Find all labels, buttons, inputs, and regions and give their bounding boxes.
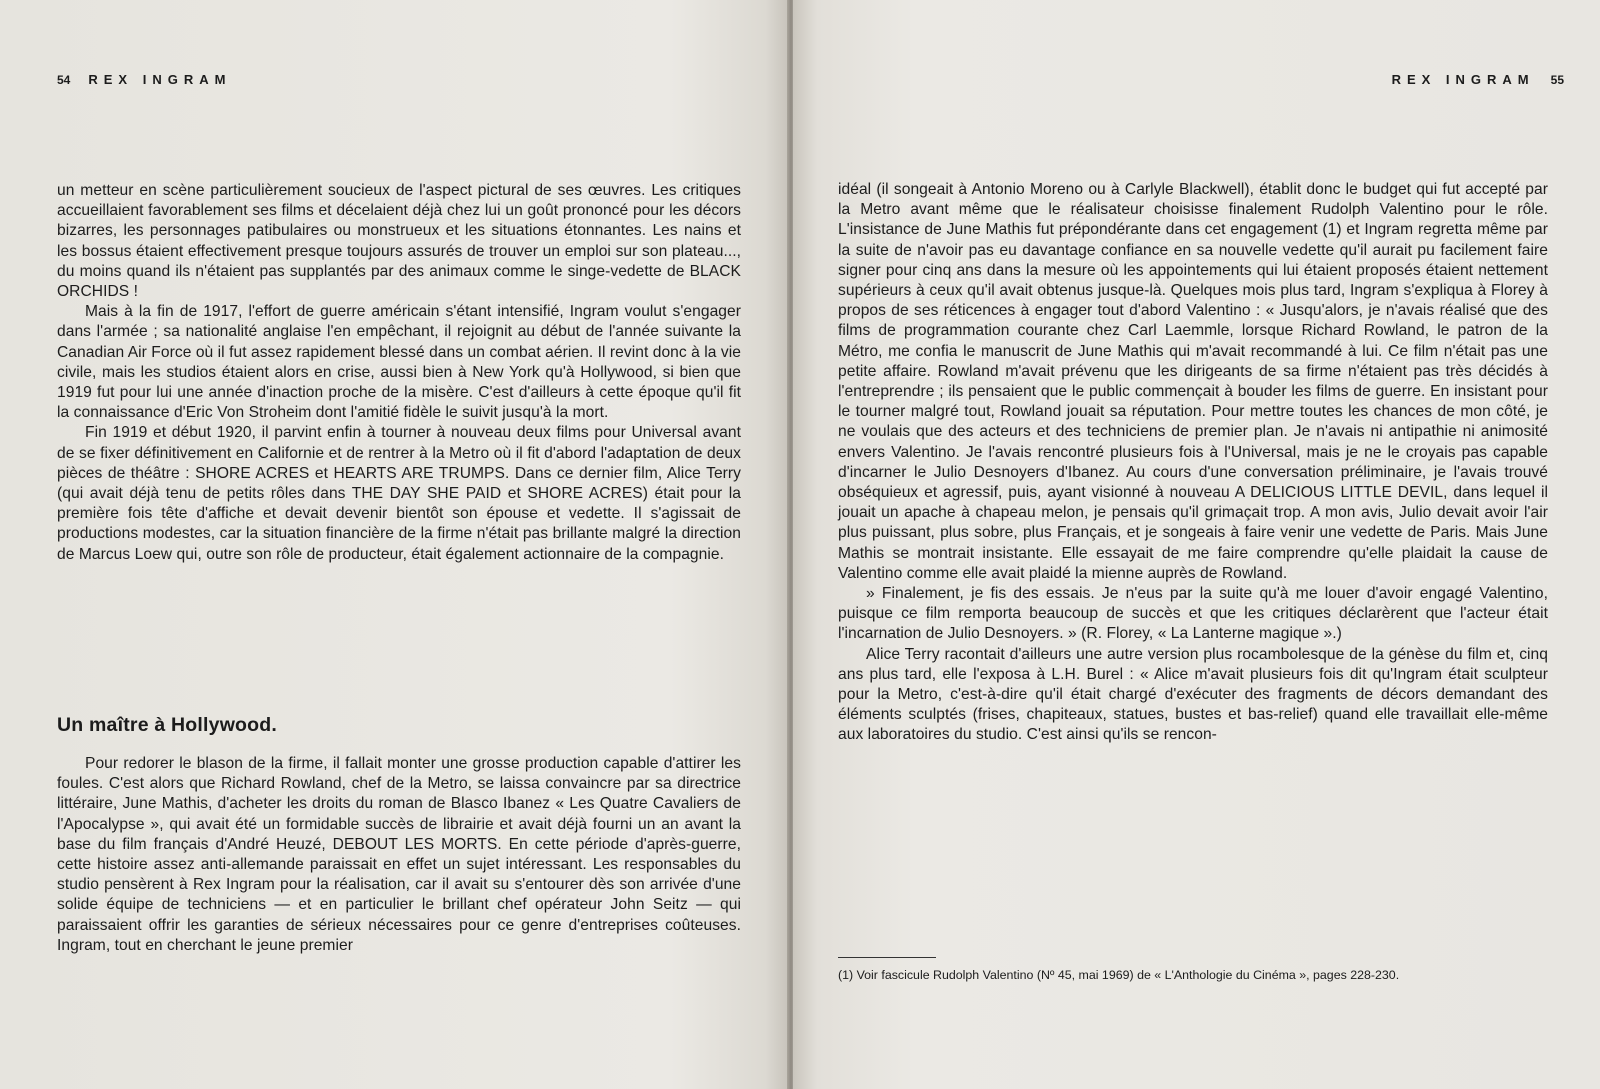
paragraph: un metteur en scène particulièrement soucieux de l'aspect pictural de ses œuvres. Les critiques accueillaient favorablement ses films et décelaient déjà chez lui un goût prononcé pour les décors bizarres, les personnages patibulaires ou monstrueux et les situations étonnantes. Les nains et les bossus étaient effectivement presque toujours assurés de trouver un emploi sur son plateau..., du moins quand ils n'étaient pas supplantés par des animaux comme le singe-vedette de BLACK ORCHIDS ! [57,182,741,301]
page-number: 55 [1550,73,1564,87]
footnote: (1) Voir fascicule Rudolph Valentino (Nº 45, mai 1969) de « L'Anthologie du Cinéma », pages 228-230. [838,968,1400,982]
body-text-bottom [57,754,741,956]
paragraph: » Finalement, je fis des essais. Je n'eus par la suite qu'à me louer d'avoir engagé Valentino, puisque ce film remporta beaucoup de succès et que les critiques déclarèrent que l'acteur était l'incarnation de Julio Desnoyers. » (R. Florey, « La Lanterne magique ».) [838,585,1548,643]
running-head-left [57,72,231,87]
running-head-title: REX INGRAM [1391,72,1535,87]
paragraph: Alice Terry racontait d'ailleurs une autre version plus rocambolesque de la génèse du film et, cinq ans plus tard, elle l'exposa à L.H. Burel : « Alice m'avait plusieurs fois dit qu'Ingram était sculpteur pour la Metro, c'est-à-dire qu'il était chargé d'exécuter des fragments de décors demandant des éléments sculptés (frises, chapiteaux, statues, bustes et bas-relief) quand elle travaillait elle-même aux laboratoires du studio. C'est ainsi qu'ils se rencon- [838,645,1548,744]
paragraph: Pour redorer le blason de la firme, il fallait monter une grosse production capable d'attirer les foules. C'est alors que Richard Rowland, chef de la Metro, se laissa convaincre par sa directrice littéraire, June Mathis, d'acheter les droits du roman de Blasco Ibanez « Les Quatre Cavaliers de l'Apocalypse », qui avait été un formidable succès de librairie et avait déjà fourni un an avant la base du film français d'André Heuzé, DEBOUT LES MORTS. En cette période d'après-guerre, cette histoire assez anti-allemande paraissait en effet un sujet intéressant. Les responsables du studio pensèrent à Rex Ingram pour la réalisation, car il avait su s'entourer dès son arrivée d'une solide équipe de techniciens — et en particulier le brillant chef opérateur John Seitz — qui paraissaient offrir les garanties de sérieux nécessaires pour ce genre d'entreprises coûteuses. Ingram, tout en cherchant le jeune premier [57,755,741,954]
footnote-rule [838,957,936,958]
running-head-right [1392,72,1564,87]
right-page [793,0,1600,1089]
paragraph: idéal (il songeait à Antonio Moreno ou à Carlyle Blackwell), établit donc le budget qui fut accepté par la Metro avant même que le réalisateur choisisse finalement Rudolph Valentino pour le rôle. L'insistance de June Mathis fut prépondérante dans cet engagement (1) et Ingram regretta même par la suite de n'avoir pas eu davantage confiance en sa nouvelle vedette qu'il aurait pu facilement faire signer pour cinq ans dans la mesure où les appointements qui lui étaient proposés étaient nettement supérieurs à ceux qu'il avait obtenus jusque-là. Quelques mois plus tard, Ingram s'expliqua à Florey à propos de ses réticences à engager tout d'abord Valentino : « Jusqu'alors, je n'avais réalisé que des films de programmation courante chez Carl Laemmle, lorsque Richard Rowland, le patron de la Métro, me confia le manuscrit de June Mathis qui m'avait recommandé à lui. Ce film n'était pas une petite affaire. Rowland m'avait prévenu que les dirigeants de sa firme n'étaient pas très décidés à l'entreprendre ; ils pensaient que le public commençait à bouder les films de guerre. En insistant pour le tourner malgré tout, Rowland jouait sa réputation. Pour mettre toutes les chances de mon côté, je ne voulais que des acteurs et des techniciens de premier plan. Je n'avais ni antipathie ni animosité envers Valentino. Je l'avais rencontré plusieurs fois à l'Universal, mais je ne le croyais pas capable d'incarner le Julio Desnoyers d'Ibanez. Au cours d'une conversation préliminaire, je l'avais trouvé obséquieux et agressif, puis, ayant visionné à nouveau A DELICIOUS LITTLE DEVIL, dans lequel il jouait un apache à chapeau melon, je pensais qu'il grimaçait trop. A mon avis, Julio devait avoir l'air plus puissant, plus sobre, plus Français, et je songeais à faire venir une vedette de Paris. Mais June Mathis se montrait insistante. Elle essayait de me faire comprendre qu'elle plaidait la cause de Valentino comme elle avait plaidé la mienne auprès de Rowland. [838,181,1548,582]
paragraph: Fin 1919 et début 1920, il parvint enfin à tourner à nouveau deux films pour Universal avant de se fixer définitivement en Californie et de rentrer à la Metro où il fit d'abord l'adaptation de deux pièces de théâtre : SHORE ACRES et HEARTS ARE TRUMPS. Dans ce dernier film, Alice Terry (qui avait déjà tenu de petits rôles dans THE DAY SHE PAID et SHORE ACRES) était pour la première fois tête d'affiche et devait devenir bientôt son épouse et vedette. Il s'agissait de productions modestes, car la situation financière de la firme n'était pas brillante malgré la direction de Marcus Loew qui, outre son rôle de producteur, était également actionnaire de la compagnie. [57,424,741,563]
paragraph: Mais à la fin de 1917, l'effort de guerre américain s'étant intensifié, Ingram voulut s'engager dans l'armée ; sa nationalité anglaise l'en empêchant, il rejoignit au début de l'année suivante la Canadian Air Force où il fut assez rapidement blessé dans un combat aérien. Il revint donc à la vie civile, mais les studios étaient alors en crise, aussi bien à New York qu'à Hollywood, si bien que 1919 fut pour lui une année d'inaction proche de la misère. C'est d'ailleurs à cette époque qu'il fit la connaissance d'Eric Von Stroheim dont l'amitié fidèle le suivit jusqu'à la mort. [57,303,741,422]
running-head-title: REX INGRAM [88,72,232,87]
left-page [0,0,789,1089]
body-text-top [57,181,741,565]
page-number: 54 [57,73,71,87]
section-heading: Un maître à Hollywood. [57,714,278,736]
body-text [838,180,1548,746]
